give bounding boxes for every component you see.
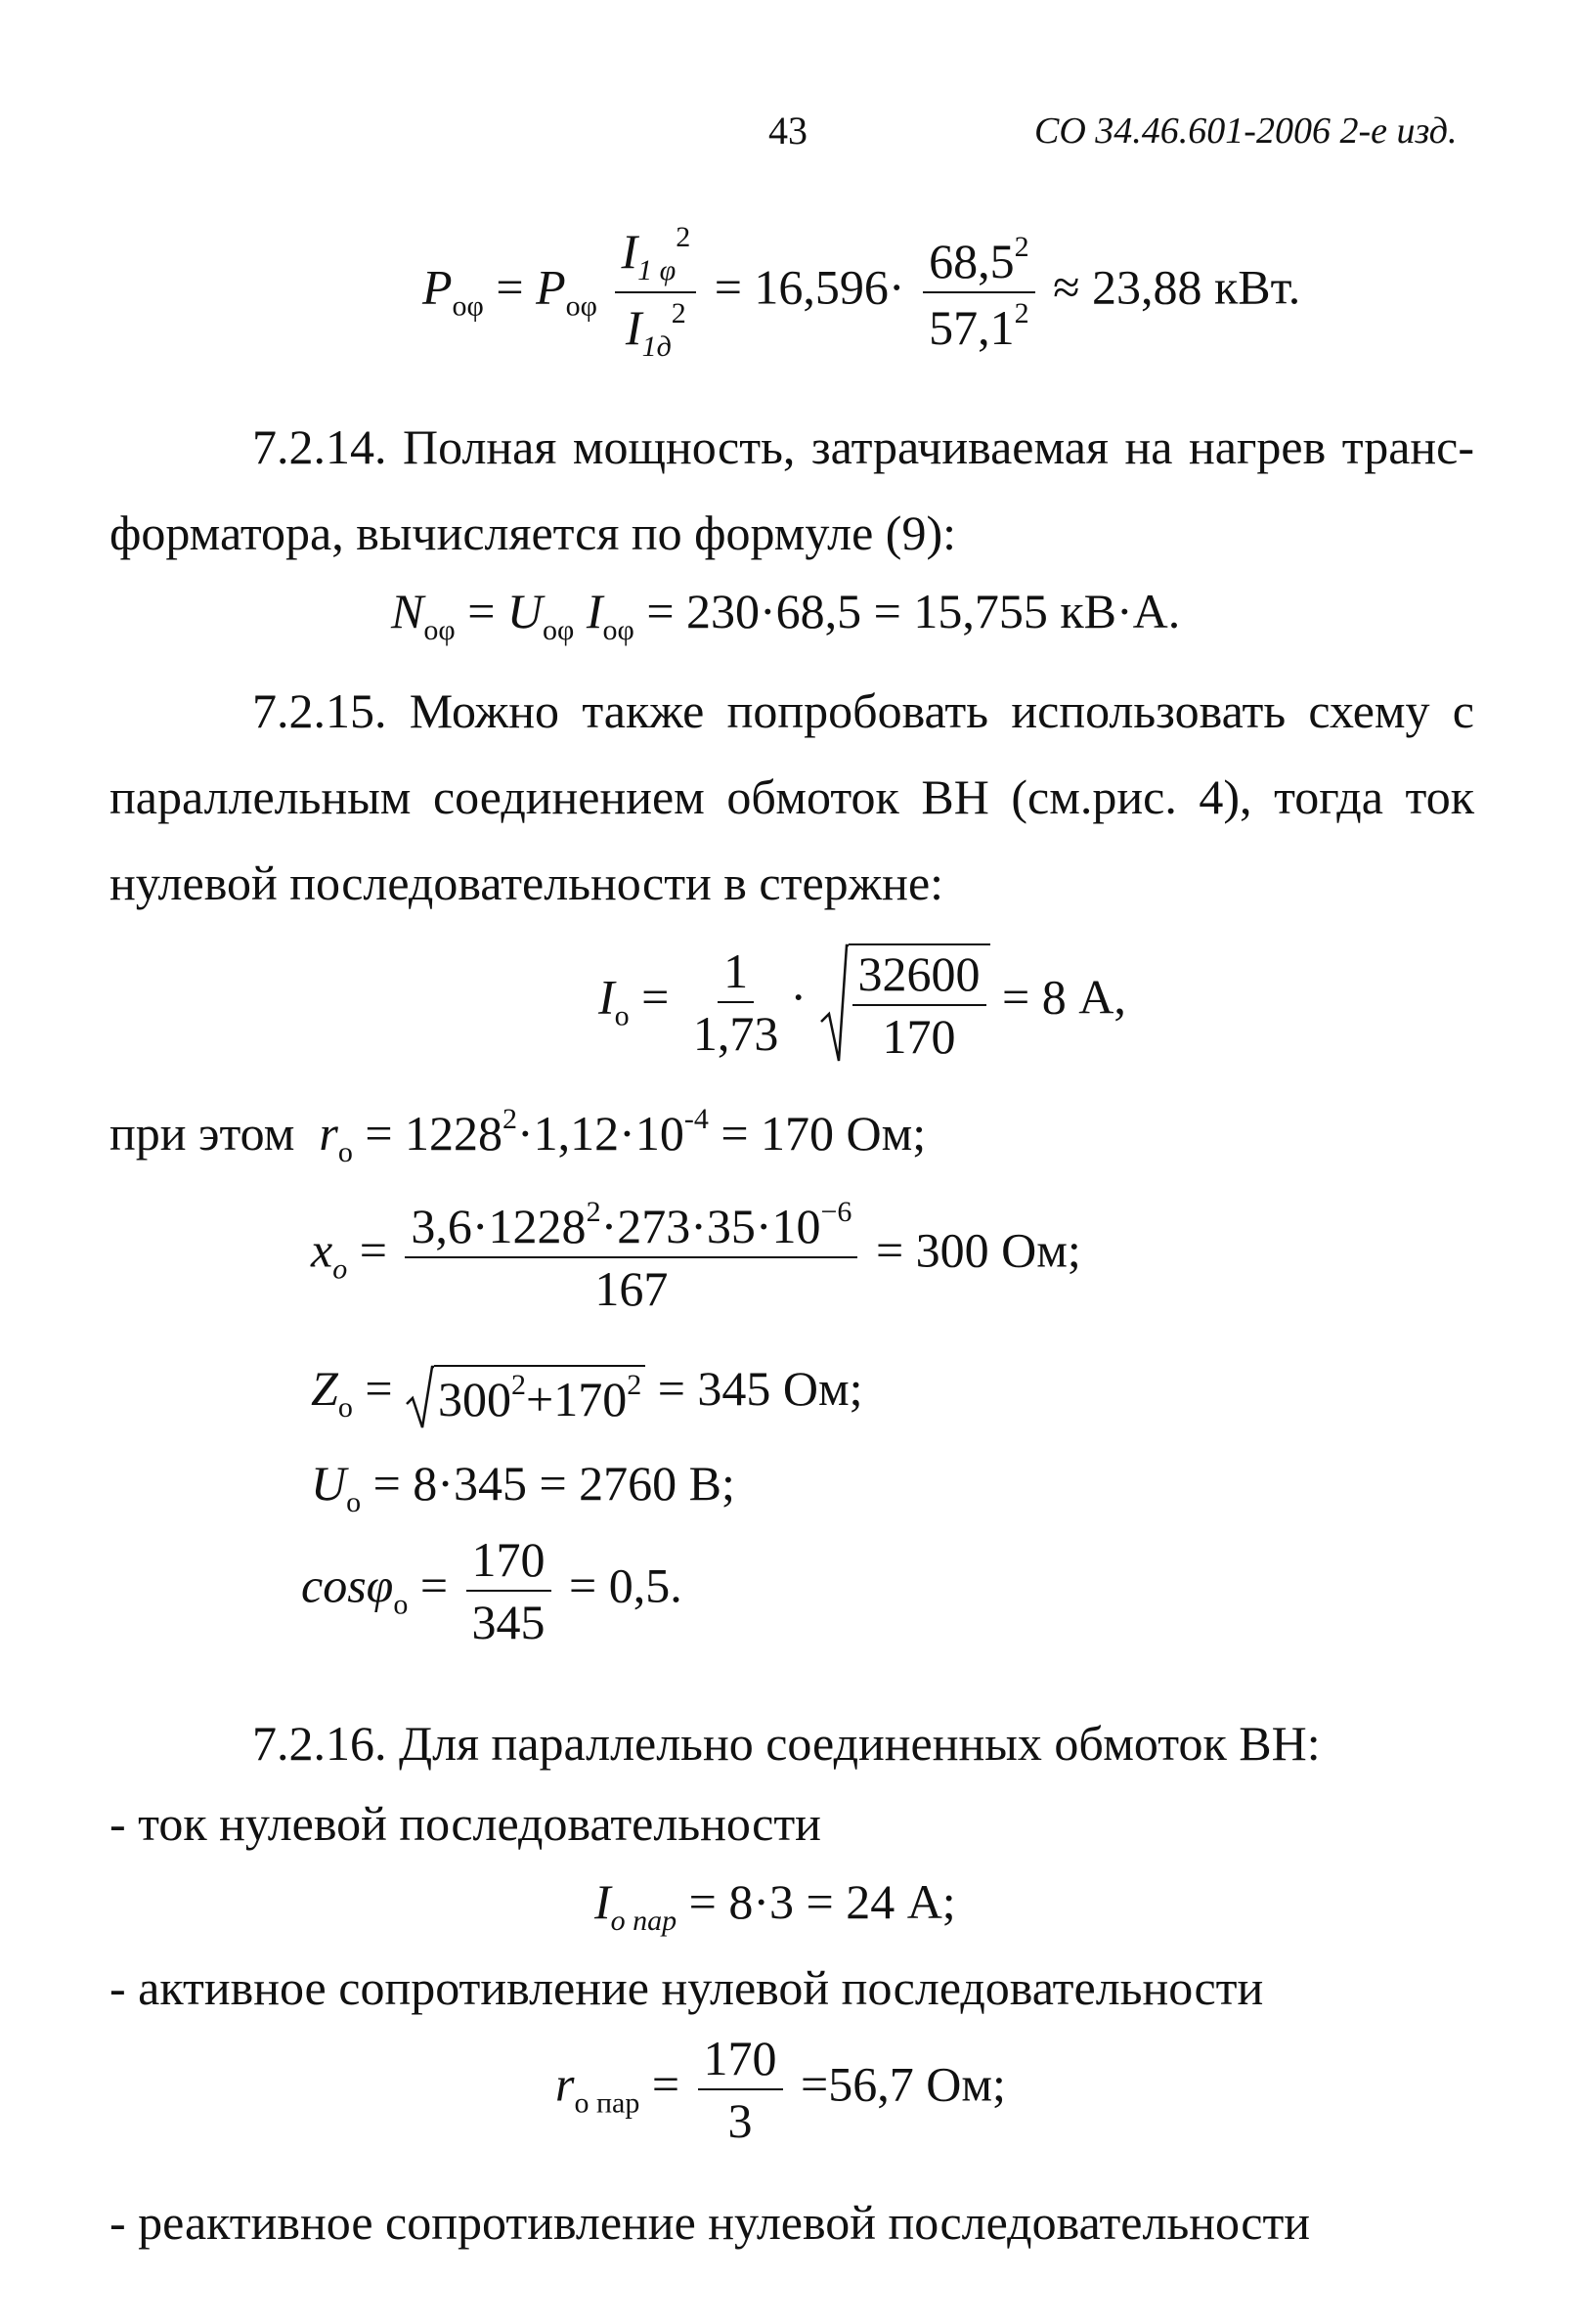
radical-sign-icon	[405, 1365, 434, 1429]
paragraph-7-2-14-line-1: 7.2.14. Полная мощность, затрачиваемая на нагрев транс-	[252, 419, 1474, 474]
paragraph-7-2-15-line-1: 7.2.15. Можно также попробовать использовать схему с	[252, 683, 1474, 738]
subscript: o	[332, 1252, 348, 1286]
formula-zero-seq-current	[598, 943, 1126, 1064]
denominator: 345	[471, 1595, 546, 1649]
equals-sign: =	[467, 584, 496, 638]
fraction	[405, 1196, 857, 1316]
symbol-i: I	[598, 969, 615, 1025]
subscript: оφ	[423, 614, 456, 646]
square-root	[405, 1365, 645, 1424]
subscript: о	[346, 1486, 362, 1518]
numeric-fraction	[923, 231, 1035, 355]
symbol-u: U	[311, 1456, 347, 1511]
result: = 0,5.	[569, 1557, 682, 1613]
symbol-p: P	[422, 259, 453, 315]
equals-sign: =	[651, 2056, 680, 2112]
subscript: оφ	[543, 614, 575, 646]
square-root	[819, 943, 990, 1064]
radical-sign-icon	[819, 943, 849, 1065]
result: = 230·68,5 = 15,755 кВ·А.	[646, 584, 1181, 638]
denominator: 167	[594, 1261, 669, 1316]
paragraph-7-2-15-line-3: нулевой последовательности в стержне:	[109, 855, 944, 910]
subscript: о	[393, 1588, 409, 1621]
denominator: 57,1	[929, 300, 1015, 355]
numerator-part: 3,6·1228	[411, 1199, 587, 1253]
symbol-i: I	[594, 1874, 611, 1929]
formula-parallel-resistance	[555, 2031, 1006, 2148]
superscript: 2	[671, 297, 686, 329]
radicand-part: 300	[438, 1371, 512, 1426]
formula-zero-seq-reactance	[311, 1196, 1081, 1316]
paragraph-7-2-14-line-2: форматора, вычисляется по формуле (9):	[109, 505, 956, 560]
subscript: о пар	[574, 2086, 640, 2120]
subscript: о	[337, 1136, 353, 1168]
symbol-i: I	[625, 300, 642, 355]
radicand-part: +170	[526, 1371, 628, 1426]
equals-sign: =	[365, 1361, 393, 1416]
document-code: СО 34.46.601-2006 2-е изд.	[1034, 110, 1458, 152]
current-ratio-fraction	[615, 223, 696, 362]
paragraph-7-2-16-heading: 7.2.16. Для параллельно соединенных обмоток ВН:	[252, 1716, 1321, 1771]
equals-sign: =	[419, 1557, 449, 1613]
value: ·1,12·10	[517, 1106, 684, 1161]
subscript: оφ	[602, 614, 634, 646]
denominator: 1,73	[692, 1006, 779, 1061]
multiplier: = 16,596·	[714, 259, 905, 315]
fraction	[687, 943, 785, 1061]
equals-sign: =	[641, 969, 670, 1025]
symbol-r: r	[319, 1106, 338, 1161]
subscript: о пар	[610, 1905, 677, 1937]
symbol-u: U	[506, 584, 543, 638]
numerator: 170	[698, 2034, 783, 2090]
superscript: 2	[502, 1103, 518, 1135]
symbol-p: P	[536, 259, 566, 315]
subscript: о	[614, 999, 630, 1032]
superscript: 2	[1014, 231, 1029, 263]
superscript: -4	[683, 1103, 709, 1135]
formula-parallel-current	[594, 1874, 956, 1937]
fraction	[698, 2031, 783, 2148]
subscript: 1д	[641, 330, 672, 363]
result: = 8·3 = 24 А;	[688, 1874, 956, 1929]
denominator: 3	[727, 2093, 753, 2148]
formula-zero-seq-resistance	[109, 1105, 926, 1167]
multiply-dot: ·	[790, 969, 808, 1025]
equals-sign: =	[359, 1222, 387, 1278]
symbol-r: r	[555, 2056, 575, 2112]
formula-zero-seq-impedance	[311, 1361, 863, 1426]
prefix-text: при этом	[109, 1106, 295, 1161]
formula-power-loss	[422, 223, 1300, 362]
superscript: −6	[820, 1196, 852, 1228]
subscript: 1 φ	[637, 254, 677, 286]
numerator: 68,5	[929, 234, 1015, 288]
subscript: о	[337, 1391, 353, 1424]
list-item-zero-seq-current: - ток нулевой последовательности	[109, 1796, 821, 1851]
numerator: 170	[466, 1535, 551, 1592]
subscript: оφ	[452, 289, 484, 323]
list-item-active-resistance: - активное сопротивление нулевой последовательности	[109, 1960, 1264, 2015]
symbol-n: N	[391, 584, 424, 638]
numerator-part: ·273·35·10	[600, 1199, 821, 1253]
result: = 345 Ом;	[657, 1361, 863, 1416]
fraction	[466, 1532, 551, 1649]
symbol-z: Z	[311, 1361, 338, 1416]
formula-power-factor	[301, 1532, 682, 1649]
result: = 170 Ом;	[720, 1106, 927, 1161]
superscript: 2	[1014, 297, 1029, 329]
result: =56,7 Ом;	[801, 2056, 1006, 2112]
denominator: 170	[882, 1009, 956, 1064]
numerator: 1	[718, 946, 754, 1003]
result: = 300 Ом;	[875, 1222, 1081, 1278]
formula-zero-seq-voltage	[311, 1456, 735, 1518]
subscript: оφ	[565, 289, 597, 323]
result: = 8·345 = 2760 В;	[372, 1456, 735, 1511]
formula-full-power	[391, 584, 1181, 646]
superscript: 2	[627, 1368, 642, 1401]
symbol-i: I	[586, 584, 603, 638]
superscript: 2	[586, 1196, 601, 1228]
symbol-i: I	[621, 224, 638, 279]
equals-sign: =	[496, 259, 524, 315]
result: ≈ 23,88 кВт.	[1053, 259, 1301, 315]
list-item-reactive-resistance: - реактивное сопротивление нулевой последовательности	[109, 2195, 1311, 2250]
paragraph-7-2-15-line-2: параллельным соединением обмоток ВН (см.рис. 4), тогда ток	[109, 769, 1474, 824]
superscript: 2	[676, 221, 691, 253]
result: = 8 А,	[1002, 969, 1126, 1025]
fraction	[852, 946, 986, 1064]
superscript: 2	[511, 1368, 527, 1401]
numerator: 32600	[852, 949, 986, 1006]
symbol-cos-phi: cosφ	[301, 1557, 394, 1613]
symbol-x: x	[311, 1222, 333, 1278]
value: = 1228	[365, 1106, 503, 1161]
page-number: 43	[768, 109, 808, 153]
